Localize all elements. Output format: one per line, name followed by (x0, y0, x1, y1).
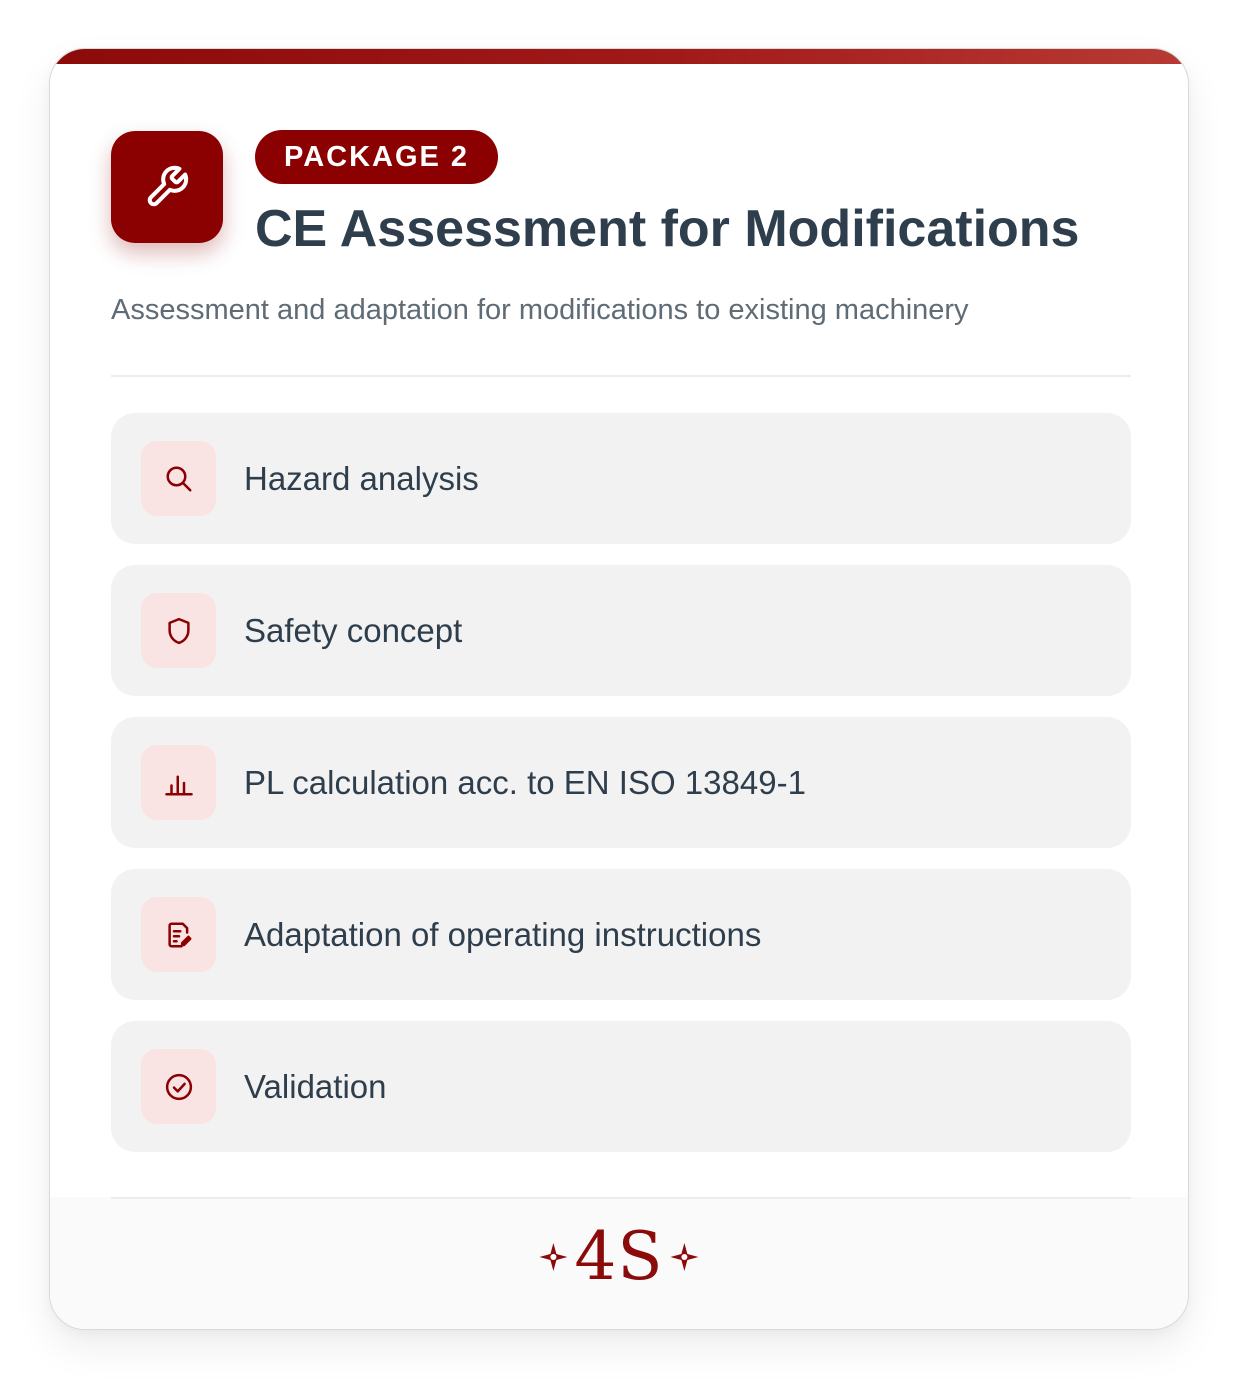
shield-icon (141, 593, 216, 668)
feature-item (111, 1021, 1131, 1152)
bar-chart-icon (141, 745, 216, 820)
feature-list (111, 413, 1131, 1173)
feature-label: Adaptation of operating instructions (244, 915, 762, 953)
card-footer (50, 1197, 1188, 1330)
feature-label: Safety concept (244, 611, 463, 649)
feature-item (111, 565, 1131, 696)
card-accent-bar (50, 49, 1188, 64)
feature-item (111, 413, 1131, 544)
feature-label: PL calculation acc. to EN ISO 13849-1 (244, 763, 806, 801)
package-title: CE Assessment for Modifications (255, 200, 1080, 258)
check-circle-icon (141, 1049, 216, 1124)
feature-label: Validation (244, 1067, 387, 1105)
document-edit-icon (141, 897, 216, 972)
star-ornament-icon (670, 1242, 700, 1272)
logo-text: 4S (574, 1218, 664, 1295)
feature-item (111, 869, 1131, 1000)
package-card (49, 48, 1189, 1330)
package-badge: PACKAGE 2 (255, 130, 498, 184)
star-ornament-icon (538, 1242, 568, 1272)
divider (111, 375, 1131, 377)
feature-item (111, 717, 1131, 848)
divider (111, 1197, 1131, 1199)
feature-label: Hazard analysis (244, 459, 479, 497)
wrench-icon (111, 131, 223, 243)
search-icon (141, 441, 216, 516)
package-subtitle: Assessment and adaptation for modifications to existing machinery (111, 294, 969, 326)
brand-logo (538, 1219, 699, 1295)
